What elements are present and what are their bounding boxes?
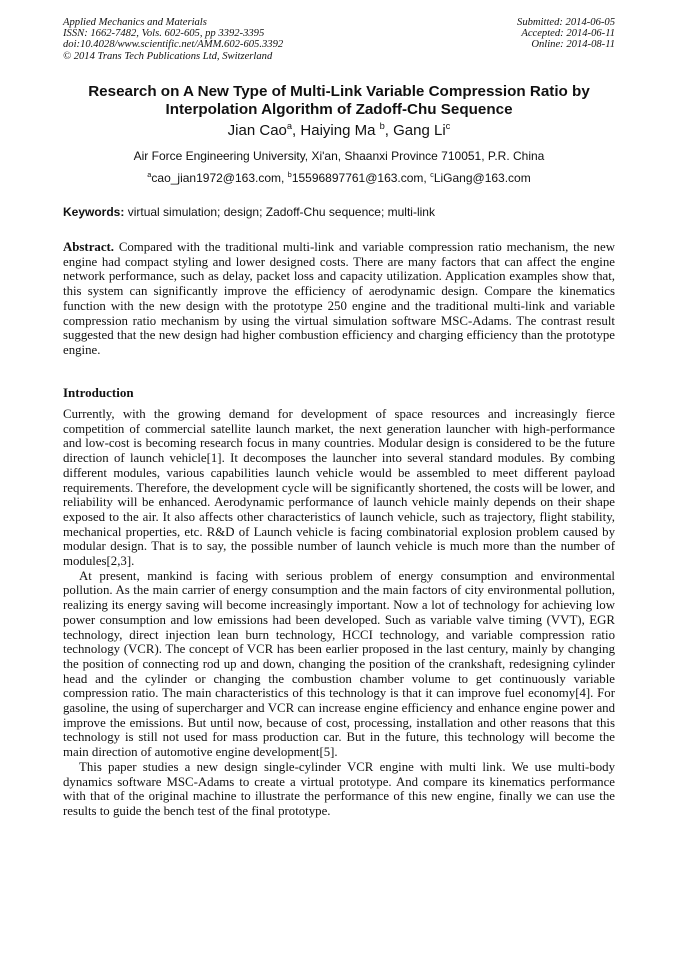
issn-line: ISSN: 1662-7482, Vols. 602-605, pp 3392-3395 [63, 28, 265, 40]
journal-info [63, 17, 283, 62]
publication-dates [517, 17, 615, 51]
author-separator: , [384, 122, 394, 139]
email-mark: c [430, 170, 434, 179]
keywords-text: virtual simulation; design; Zadoff-Chu sequence; multi-link [124, 205, 435, 219]
author-name: Jian Cao [227, 122, 287, 139]
email-address: LiGang@163.com [433, 171, 531, 185]
submitted-date: Submitted: 2014-06-05 [517, 17, 615, 28]
introduction-body [63, 407, 615, 819]
abstract-text: Compared with the traditional multi-link and variable compression ratio mechanism, the new engine had compact styling and lower designed costs. There are many factors that can affect the engine network performance, such as delay, packet loss and capacity utilization. Application examples show that, this system can significantly improve the efficiency of aerodynamic design. Compare the kinematics function with the new design with the prototype 250 engine and the traditional multi-link and variable compression ratio mechanism by using the virtual simulation software MSC-Adams. The contrast result suggested that the new design had higher combustion efficiency and charging efficiency than the prototype engine. [63, 240, 615, 357]
keywords-label: Keywords: [63, 205, 125, 219]
section-heading-introduction: Introduction [63, 385, 134, 400]
keywords [63, 205, 435, 219]
body-paragraph: This paper studies a new design single-cylinder VCR engine with multi link. We use multi-body dynamics software MSC-Adams to create a virtual prototype. And compare its kinematics performance with that of the original machine to illustrate the performance of this new engine, finally we can use the results to guide the bench test of the final prototype. [63, 759, 615, 818]
journal-name: Applied Mechanics and Materials [63, 17, 207, 28]
email-address: cao_jian1972@163.com, [151, 171, 288, 185]
body-paragraph: Currently, with the growing demand for development of space resources and increasingly fierce competition of commercial satellite launch market, the next generation launcher with high-performance and low-cost is becoming research focus in many countries. Modular design is considered to be the future direction of launch vehicle[1]. It decomposes the launcher into several standard modules. By combing different modules, various capabilities launch vehicle would be assembled to meet different payload requirements. Therefore, the development cycle will be significantly shortened, the costs will be lower, and reliability will be enhanced. Aerodynamic performance of launch vehicle mainly depends on their shape exposed to the air. It also affects other characteristics of launch vehicle, such as trajectory, flight stability, mechanical properties, etc. R&D of Launch vehicle is facing combinatorial explosion problem caused by modular design. That is to say, the possible number of launch vehicle is much more than the number of modules[2,3]. [63, 407, 615, 569]
paper-title: Research on A New Type of Multi-Link Variable Compression Ratio by Interpolation Algorithm of Zadoff-Chu Sequence [88, 83, 590, 118]
author-name: Gang Li [393, 122, 446, 139]
doi-line: doi:10.4028/www.scientific.net/AMM.602-605.3392 [63, 39, 284, 51]
author-emails [0, 171, 678, 185]
email-mark: b [287, 170, 292, 179]
email-address: 15596897761@163.com, [291, 171, 431, 185]
affiliation: Air Force Engineering University, Xi'an, Shaanxi Province 710051, P.R. China [133, 149, 545, 163]
accepted-date: Accepted: 2014-06-11 [521, 28, 615, 40]
author-name: Haiying Ma [300, 122, 380, 139]
author-affil-mark: a [286, 121, 293, 131]
copyright-line: © 2014 Trans Tech Publications Ltd, Switzerland [63, 50, 273, 62]
abstract-label: Abstract. [63, 240, 115, 254]
abstract [63, 240, 615, 358]
online-date: Online: 2014-08-11 [531, 39, 615, 51]
author-separator: , [292, 122, 301, 139]
author-affil-mark: c [445, 121, 451, 131]
author-list [0, 122, 678, 139]
email-mark: a [147, 170, 152, 179]
body-paragraph: At present, mankind is facing with serious problem of energy consumption and environmental pollution. As the main carrier of energy consumption and the main factors of city environmental pollution, realizing its energy saving will become increasingly important. Now a lot of technology for achieving low power consumption and low emissions had been developed. Such as variable valve timing (VVT), EGR technology, direct injection lean burn technology, HCCI technology, and variable compression ratio technology (VCR). The concept of VCR has been earlier proposed in the last century, mainly by changing the position of connecting rod up and down, changing the position of the crankshaft, redesigning cylinder head and the cylinder or changing the combustion chamber volume to get continuously variable compression ratio. The main characteristics of this technology is that it can improve fuel economy[4]. For gasoline, the using of supercharger and VCR can increase engine efficiency and enhance engine power and improve the emissions. But until now, because of cost, processing, installation and other reasons that this technology is still not used for mass production car. But in the future, this technology will become the main direction of automotive engine development[5]. [63, 568, 615, 760]
author-affil-mark: b [379, 121, 385, 131]
